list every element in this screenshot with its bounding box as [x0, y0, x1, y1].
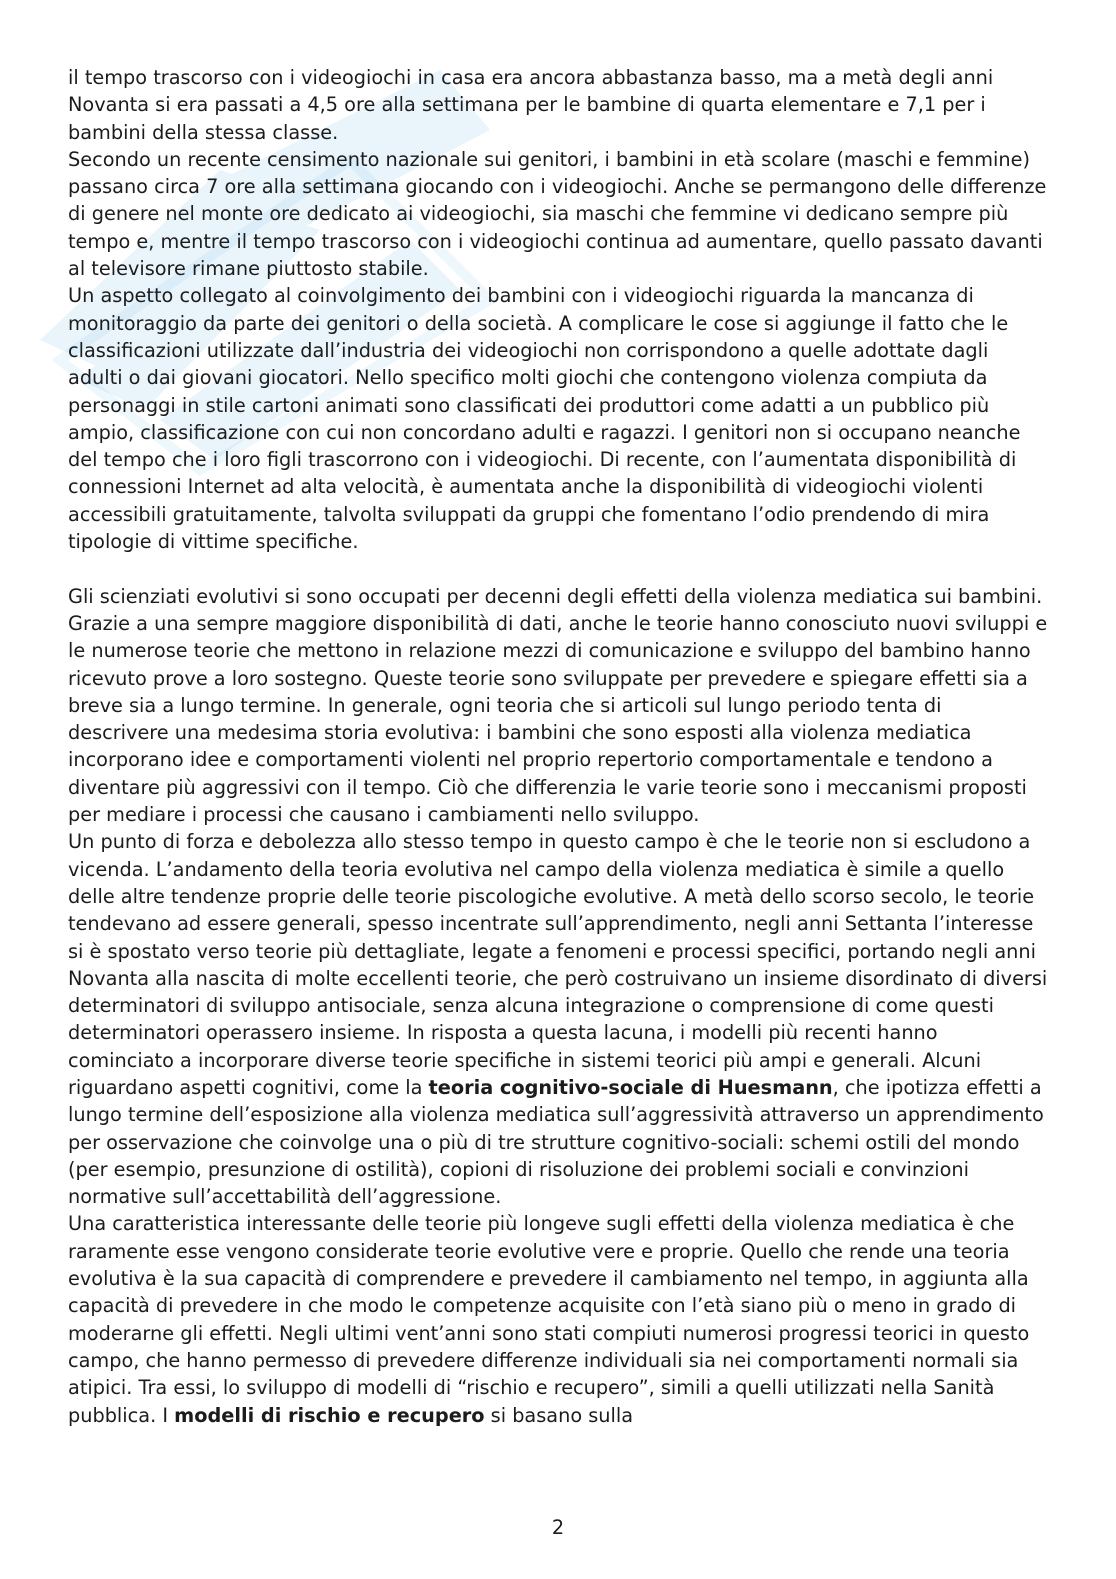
text-run: si basano sulla [484, 1403, 634, 1427]
bold-term: teoria cognitivo-sociale di Huesmann [428, 1075, 833, 1099]
paragraph-p3 [68, 282, 1048, 555]
paragraph-p5 [68, 828, 1048, 1210]
paragraph-p6 [68, 1210, 1048, 1428]
text-run: il tempo trascorso con i videogiochi in casa era ancora abbastanza basso, ma a metà degli anni Novanta si era passati a 4,5 ore alla settimana per le bambine di quarta elementare e 7,1 per i bambini della stessa classe. [68, 66, 994, 144]
paragraph-p2 [68, 146, 1048, 282]
text-run: Un punto di forza e debolezza allo stesso tempo in questo campo è che le teorie non si escludono a vicenda. L’andamento della teoria evolutiva nel campo della violenza mediatica è simile a quello delle altre tendenze proprie delle teorie piscologiche evolutive. A metà dello scorso secolo, le teorie tendevano ad essere generali, spesso incentrate sull’apprendimento, negli anni Settanta l’interesse si è spostato verso teorie più dettagliate, legate a fenomeni e processi specifici, portando negli anni Novanta alla nascita di molte eccellenti teorie, che però costruivano un insieme disordinato di diversi determinatori di sviluppo antisociale, senza alcuna integrazione o comprensione di come questi determinatori operassero insieme. In risposta a questa lacuna, i modelli più recenti hanno cominciato a incorporare diverse teorie specifiche in sistemi teorici più ampi e generali. Alcuni riguardano aspetti cognitivi, come la [68, 830, 1048, 1099]
text-run: Secondo un recente censimento nazionale sui genitori, i bambini in età scolare (maschi e femmine) passano circa 7 ore alla settimana giocando con i videogiochi. Anche se permangono delle differenze di genere nel monte ore dedicato ai videogiochi, sia maschi che femmine vi dedicano sempre più tempo e, mentre il tempo trascorso con i videogiochi continua ad aumentare, quello passato davanti al televisore rimane piuttosto stabile. [68, 147, 1047, 281]
bold-term: modelli di rischio e recupero [174, 1403, 485, 1427]
paragraph-p1 [68, 64, 1048, 146]
text-run: Un aspetto collegato al coinvolgimento dei bambini con i videogiochi riguarda la mancanza di monitoraggio da parte dei genitori o della società. A complicare le cose si aggiunge il fatto che le classificazioni utilizzate dall’industria dei videogiochi non corrispondono a quelle adottate dagli adulti o dai giovani giocatori. Nello specifico molti giochi che contengono violenza compiuta da personaggi in stile cartoni animati sono classificati dei produttori come adatti a un pubblico più ampio, classificazione con cui non concordano adulti e ragazzi. I genitori non si occupano neanche del tempo che i loro figli trascorrono con i videogiochi. Di recente, con l’aumentata disponibilità di connessioni Internet ad alta velocità, è aumentata anche la disponibilità di videogiochi violenti accessibili gratuitamente, talvolta sviluppati da gruppi che fomentano l’odio prendendo di mira tipologie di vittime specifiche. [68, 284, 1021, 554]
text-run: , che ipotizza effetti a lungo termine dell’esposizione alla violenza mediatica sull’aggressività attraverso un apprendimento per osservazione che coinvolge una o più di tre strutture cognitivo-sociali: schemi ostili del mondo (per esempio, presunzione di ostilità), copioni di risoluzione dei problemi sociali e convinzioni normative sull’accettabilità dell’aggressione. [68, 1075, 1044, 1209]
text-run: Una caratteristica interessante delle teorie più longeve sugli effetti della violenza mediatica è che raramente esse vengono considerate teorie evolutive vere e proprie. Quello che rende una teoria evolutiva è la sua capacità di comprendere e prevedere il cambiamento nel tempo, in aggiunta alla capacità di prevedere in che modo le competenze acquisite con l’età siano più o meno in grado di moderarne gli effetti. Negli ultimi vent’anni sono stati compiuti numerosi progressi teorici in questo campo, che hanno permesso di prevedere differenze individuali sia nei comportamenti normali sia atipici. Tra essi, lo sviluppo di modelli di “rischio e recupero”, simili a quelli utilizzati nella Sanità pubblica. I [68, 1212, 1030, 1427]
paragraph-p4 [68, 583, 1048, 829]
document-body [68, 64, 1048, 1429]
page-number: 2 [551, 1516, 565, 1539]
text-run: Gli scienziati evolutivi si sono occupati per decenni degli effetti della violenza mediatica sui bambini. Grazie a una sempre maggiore disponibilità di dati, anche le teorie hanno conosciuto nuovi sviluppi e le numerose teorie che mettono in relazione mezzi di comunicazione e sviluppo del bambino hanno ricevuto prove a loro sostegno. Queste teorie sono sviluppate per prevedere e spiegare effetti sia a breve sia a lungo termine. In generale, ogni teoria che si articoli sul lungo periodo tenta di descrivere una medesima storia evolutiva: i bambini che sono esposti alla violenza mediatica incorporano idee e comportamenti violenti nel proprio repertorio comportamentale e tendono a diventare più aggressivi con il tempo. Ciò che differenzia le varie teorie sono i meccanismi proposti per mediare i processi che causano i cambiamenti nello sviluppo. [68, 584, 1048, 827]
